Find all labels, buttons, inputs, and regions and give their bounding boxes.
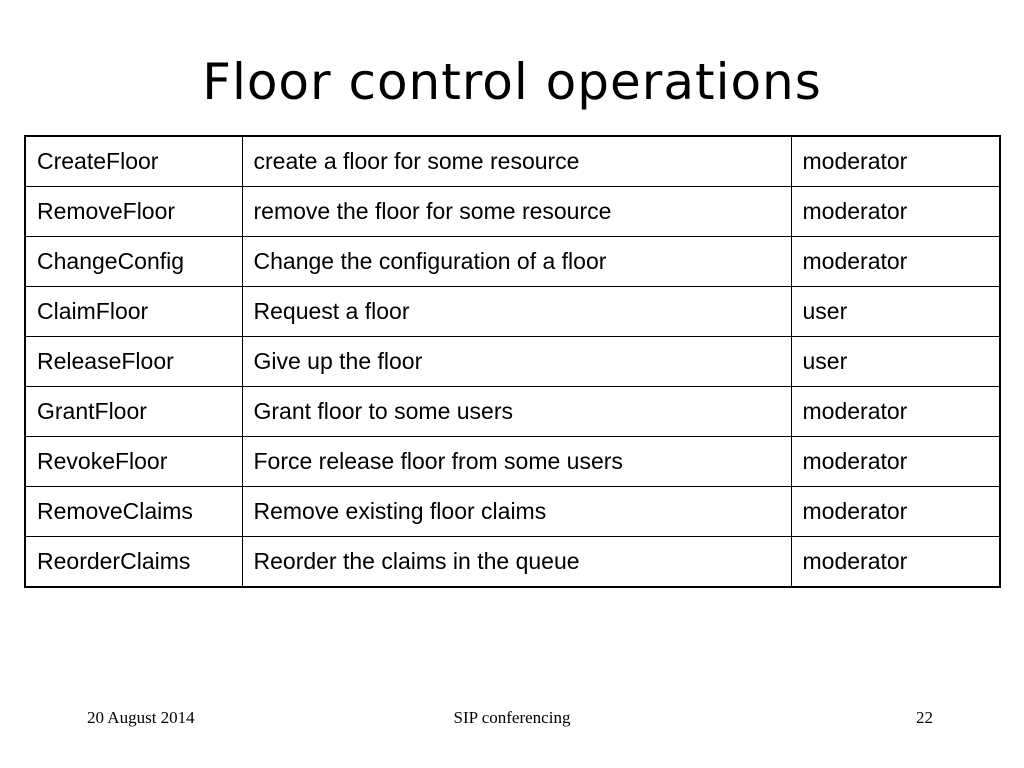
operation-name-cell: CreateFloor: [25, 136, 242, 187]
slide-title: Floor control operations: [202, 53, 822, 111]
operation-role-cell: user: [791, 337, 1000, 387]
operation-description-cell: Change the configuration of a floor: [242, 237, 791, 287]
operation-role-cell: user: [791, 287, 1000, 337]
operation-description-cell: Grant floor to some users: [242, 387, 791, 437]
operation-description-cell: create a floor for some resource: [242, 136, 791, 187]
table-row: [25, 287, 1000, 337]
operation-role-cell: moderator: [791, 487, 1000, 537]
operation-description-cell: remove the floor for some resource: [242, 187, 791, 237]
operation-name-cell: GrantFloor: [25, 387, 242, 437]
operation-role-cell: moderator: [791, 387, 1000, 437]
table-row: [25, 537, 1000, 588]
operation-name-cell: RemoveFloor: [25, 187, 242, 237]
operation-description-cell: Request a floor: [242, 287, 791, 337]
operation-name-cell: ReleaseFloor: [25, 337, 242, 387]
operation-description-cell: Give up the floor: [242, 337, 791, 387]
table-row: [25, 136, 1000, 187]
operation-description-cell: Force release floor from some users: [242, 437, 791, 487]
table-row: [25, 237, 1000, 287]
table-row: [25, 487, 1000, 537]
operation-name-cell: RemoveClaims: [25, 487, 242, 537]
operation-description-cell: Remove existing floor claims: [242, 487, 791, 537]
page-number: 22: [916, 708, 933, 727]
footer-title: SIP conferencing: [453, 708, 571, 727]
operation-name-cell: ChangeConfig: [25, 237, 242, 287]
operation-name-cell: ClaimFloor: [25, 287, 242, 337]
operation-role-cell: moderator: [791, 237, 1000, 287]
table-row: [25, 187, 1000, 237]
footer-date: 20 August 2014: [87, 708, 195, 727]
operation-role-cell: moderator: [791, 136, 1000, 187]
operation-name-cell: RevokeFloor: [25, 437, 242, 487]
table-row: [25, 437, 1000, 487]
operation-name-cell: ReorderClaims: [25, 537, 242, 588]
table-row: [25, 337, 1000, 387]
operation-description-cell: Reorder the claims in the queue: [242, 537, 791, 588]
operations-table: [24, 135, 1001, 588]
operation-role-cell: moderator: [791, 187, 1000, 237]
operations-table-body: [25, 136, 1000, 587]
operation-role-cell: moderator: [791, 437, 1000, 487]
operation-role-cell: moderator: [791, 537, 1000, 588]
table-row: [25, 387, 1000, 437]
